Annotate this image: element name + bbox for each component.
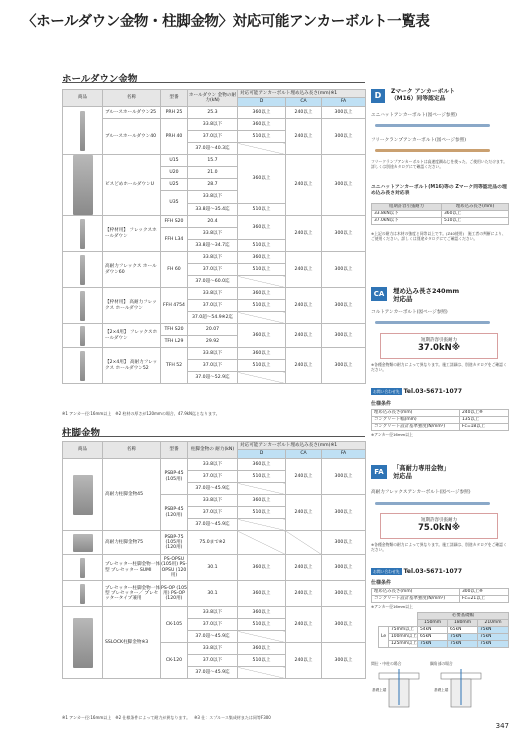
cell-fa: 300以上 [322,216,366,252]
cell-fa: 300以上 [322,348,366,384]
fa-spec2b: Fc=21以上 [460,596,509,603]
force: 33.8以下 [188,348,238,360]
cell-empty [238,531,286,555]
fa-spec1a: 埋め込み長さ(mm) [372,589,460,596]
force: 33.8以下 [188,228,238,240]
fa-spec-note: ※アンカー径16mm以上 [371,604,413,609]
cell-ca: 240以上 [286,107,322,119]
cell-fa: 300以上 [322,119,366,155]
page-number: 347 [495,722,509,730]
product-name: 高耐力フレックス ホールダウン60 [103,252,161,288]
fa-cap-label: 短期許容引張耐力 [421,518,457,523]
cell-fa: 300以上 [322,555,366,581]
cell-empty [238,312,286,324]
ca-contact-label: お問い合わせ先 [373,389,400,394]
d-item-1: ユニハットアンカーボルト(図ページ参照) [371,113,457,118]
product-name: SSLOCK柱脚金物※3 [103,607,161,679]
cell-ca: 240以上 [286,555,322,581]
model: U15 [161,155,188,167]
force: 37.0以下 [188,471,238,483]
cell-d: 510以上 [238,204,286,216]
force: 37.0超～60.0迄 [188,276,238,288]
cell-d: 510以上 [238,471,286,483]
cell-ca: 240以上 [286,607,322,643]
force: 37.0以下 [188,507,238,519]
badge-ca: CA [371,287,387,301]
cell-ca: 240以上 [286,459,322,495]
model: FH 60 [161,252,188,288]
fa-cell: 65kN [418,634,448,641]
fa-diag-b: 基礎上端 [434,688,449,692]
product-name: ビスどめホールダウンU [103,155,161,216]
force: 33.8以下 [188,643,238,655]
force: 33.8以下 [188,495,238,507]
product-image [63,324,103,348]
model: PS-OP (105用) PS-OP (120用) [161,581,188,607]
model: FFH L34 [161,228,188,252]
fa-contact [371,568,462,575]
cell-d: 510以上 [238,240,286,252]
fa-spec2a: コンクリート設計基準強度(N/mm²) [372,596,460,603]
cell-d: 360以上 [238,288,286,300]
force: 37.0以下 [188,264,238,276]
product-name: 【枠材用】 高耐力フレックス ホールダウン [103,288,161,324]
d-title-1: Zマーク アンカーボルト [391,89,455,95]
anchor-bolt-icon [375,149,490,152]
force: 37.0超～40.3迄 [188,143,238,155]
cell-d: 360以上 [238,555,286,581]
cell-fa: 300以上 [322,643,366,679]
cell-fa: 300以上 [322,288,366,324]
force: 33.8以下 [188,288,238,300]
fa-spec-table [371,588,509,603]
force: 37.0以下 [188,360,238,372]
cell-d: 510以上 [238,655,286,667]
cell-d: 360以上 [238,216,286,240]
force: 33.8以下 [188,191,238,204]
fa-title-1: 「高耐力専用金物」 [393,465,450,472]
force: 37.0超～45.9迄 [188,631,238,643]
d-r2a: 37.0kN以下 [372,218,442,225]
header-model: 型番 [161,442,188,459]
model: PRH 25 [161,107,188,119]
cell-empty [286,531,322,555]
ca-notes: ※各種金物類の耐力によって異なります。施工詳細は、別途カタログをご確認ください。 [371,362,507,372]
force: 37.0以下 [188,131,238,143]
cell-fa: 300以上 [322,107,366,119]
force: 37.0以下 [188,655,238,667]
cell-empty [238,276,286,288]
holddown-footnote: ※1 アンカー径:16mm以上 ※2 柱材の厚さが120mmの場合、47.9kN迄となります。 [62,411,220,416]
fa-tbl-title: 必要基礎幅 [418,613,509,620]
d-desc: フリークランプアンカーボルトは高速度鋼ねじを使った、ご使用いただけます。詳しくは別途カタログにて確認ください。 [371,159,508,169]
header-d: D [238,98,286,107]
cell-ca: 240以上 [286,581,322,607]
cell-d: 510以上 [238,507,286,519]
page-title: 〈ホールダウン金物・柱脚金物〉対応可能アンカーボルト一覧表 [22,14,430,30]
anchor-bolt-icon [375,502,490,505]
header-d: D [238,450,286,459]
cell-ca: 240以上 [286,155,322,216]
product-image [63,107,103,155]
d-r1a: 33.8kN以下 [372,211,442,218]
cell-fa: 300以上 [322,581,366,607]
force: 20.4 [188,216,238,228]
cell-fa: 300以上 [322,495,366,531]
fa-phone[interactable]: Tel.03-5671-1077 [403,568,463,575]
holddown-table [62,89,366,384]
cell-d: 360以上 [238,324,286,348]
d-th-1: 短期許容引張耐力 [372,204,442,211]
cell-fa: 300以上 [322,155,366,216]
product-name: 【2×4用】 高耐力フレックス ホールダウン52 [103,348,161,384]
header-force: 柱脚金物の 耐力(kN) [188,442,238,459]
header-anchor-group: 対応可能アンカーボルト埋め込み長さ(mm)※1 [238,442,366,450]
cell-ca: 240以上 [286,119,322,155]
product-image [63,555,103,581]
d-sub-title: ユニハットアンカーボルト(M16)等の Zマーク同等認定品の埋め込み長さ対応表 [371,185,507,196]
cell-d: 360以上 [238,495,286,507]
force: 37.0超～45.9迄 [188,667,238,679]
cell-ca: 240以上 [286,288,322,324]
product-image [63,288,103,324]
force: 25.3 [188,107,238,119]
cell-d: 360以上 [238,252,286,264]
fa-notes: ※各種金物類の耐力によって異なります。施工詳細は、別途カタログをご確認ください。 [371,542,507,552]
fa-col-1: 150mm [418,620,448,627]
header-name: 名称 [103,442,161,459]
fa-capacity-box [380,513,498,539]
fa-cell: 54kN [418,627,448,634]
product-image [63,607,103,679]
fa-cell: 65kN [448,627,478,634]
ca-capacity-box [380,333,498,359]
model: PSBP-75 (105用) (120用) [161,531,188,555]
fa-cell: 75kN [478,641,509,648]
side-panel-d [371,89,508,103]
model: CK-105 [161,607,188,643]
ca-phone[interactable]: Tel.03-5671-1077 [403,388,463,395]
fa-spec1b: 300以上※ [460,589,509,596]
section-title-holddown: ホールダウン金物 [62,74,138,85]
force: 75.0まで※2 [188,531,238,555]
fa-cell: 75kN [448,641,478,648]
fa-diagram-label-1: 間仕・中柱の場合 [371,661,402,666]
d-capacity-table [371,203,509,225]
cell-d: 510以上 [238,360,286,372]
model: U20 [161,167,188,179]
fa-cell: 75kN [448,634,478,641]
header-anchor-group: 対応可能アンカーボルト埋め込み長さ(mm)※1 [238,90,366,98]
cell-empty [238,372,286,384]
force: 33.8以下 [188,607,238,619]
fa-width-table [378,612,509,648]
product-image [63,348,103,384]
cell-d: 360以上 [238,581,286,607]
ca-spec2b: 135以上 [460,417,509,424]
fa-title-2: 対応品 [393,472,412,480]
header-product: 商品 [63,90,103,107]
cell-ca: 240以上 [286,495,322,531]
force: 37.0超～45.9迄 [188,519,238,531]
cell-empty [238,143,286,155]
model: FFH S20 [161,216,188,228]
cell-fa: 300以上 [322,607,366,643]
cell-empty [238,667,286,679]
force: 33.8超～35.4迄 [188,204,238,216]
cell-empty [238,483,286,495]
fa-diagram-label-2: 隅角部の場合 [430,661,453,666]
product-image [63,581,103,607]
cell-d: 360以上 [238,607,286,619]
force: 15.7 [188,155,238,167]
ca-contact [371,388,462,395]
section-title-column-base: 柱脚金物 [62,428,101,439]
force: 21.0 [188,167,238,179]
model: U35 [161,191,188,216]
anchor-bolt-icon [375,124,490,127]
model: PSBP-45 (120用) [161,495,188,531]
product-image [63,531,103,555]
ca-cap-value: 37.0kN※ [417,343,460,353]
product-name: プレセッター柱脚金物一体型 プレセッター SUMI [103,555,161,581]
cell-d: 510以上 [238,619,286,631]
side-panel-fa [371,465,508,481]
header-fa: FA [322,450,366,459]
product-name: ブルースホールダウン40 [103,119,161,155]
force: 33.8超～34.7迄 [188,240,238,252]
fa-col-3: 210mm [478,620,509,627]
fa-contact-label: お問い合わせ先 [373,569,400,574]
product-image [63,155,103,216]
cell-fa: 300以上 [322,252,366,288]
d-r2b: 510以上 [442,218,509,225]
ca-spec1a: 埋め込み長さ(mm) [372,410,460,417]
fa-item: 高耐力フレックスアンカーボルト(図ページ参照) [371,490,471,495]
fa-diag-a: 基礎上端 [372,688,387,692]
force: 33.8以下 [188,119,238,131]
cell-ca: 240以上 [286,216,322,252]
ca-item: コルトアンカーボルト(図ページ参照) [371,310,448,315]
ca-spec-note: ※アンカー径16mm以上 [371,432,413,437]
anchor-bolt-icon [375,321,490,324]
cell-empty [238,519,286,531]
d-th-2: 埋め込み長さ(mm) [442,204,509,211]
force: 33.8以下 [188,252,238,264]
side-panel-ca [371,287,508,303]
ca-title-2: 対応品 [393,295,413,304]
d-notes: ※上記の耐力は木材の強度と同等以上です。(Z40使用) 施工者の判断により、ご使用ください。詳しくは別途カタログにてご確認ください。 [371,231,506,241]
product-name: ブルースホールダウン25 [103,107,161,119]
force: 33.8以下 [188,459,238,471]
model: CK-120 [161,643,188,679]
fa-cap-value: 75.0kN※ [417,523,460,533]
model: TFH S20 [161,324,188,336]
ca-cap-label: 短期許容引張耐力 [421,338,457,343]
header-ca: CA [286,98,322,107]
ca-spec3a: コンクリート設計基準強度(N/mm²) [372,424,460,431]
cell-d: 360以上 [238,155,286,204]
ca-spec1b: 240以上※ [460,410,509,417]
cell-fa: 300以上 [322,459,366,495]
cell-d: 360以上 [238,643,286,655]
d-item-2: フリークランプアンカーボルト(図ページ参照) [371,138,467,143]
ca-spec-title: 仕様条件 [371,401,392,407]
header-force: ホールダウン 金物の耐力(kN) [188,90,238,107]
fa-cell: 75kN [418,641,448,648]
cell-d: 360以上 [238,119,286,131]
cell-fa: 300以上 [322,531,366,555]
cell-empty [238,631,286,643]
force: 37.0以下 [188,300,238,312]
force: 20.07 [188,324,238,336]
model: PS-OPSU (105用) PS-OPSU (120用) [161,555,188,581]
product-image [63,216,103,252]
model: PRH 40 [161,119,188,155]
fa-row-label: 125mm以上 [389,641,418,648]
header-name: 名称 [103,90,161,107]
ca-spec3b: Fc=18以上 [460,424,509,431]
d-r1b: 360以上 [442,211,509,218]
header-fa: FA [322,98,366,107]
product-name: 高耐力柱脚金物75 [103,531,161,555]
model: FFH 4754 [161,288,188,324]
column-base-table [62,441,366,679]
cell-ca: 240以上 [286,643,322,679]
fa-cell: 75kN [478,634,509,641]
model: U25 [161,179,188,191]
cell-ca: 240以上 [286,324,322,348]
header-product: 商品 [63,442,103,459]
product-name: プレセッター柱脚金物一体型 プレセッター／ プレセッタータイプ兼用 [103,581,161,607]
product-name: 高耐力柱脚金物45 [103,459,161,531]
badge-d: D [371,89,385,103]
fa-spec-title: 仕様条件 [371,580,392,586]
product-name: 【枠材用】 フレックスホールダウン [103,216,161,252]
cell-d: 360以上 [238,459,286,471]
fa-col-2: 180mm [448,620,478,627]
ca-spec-table [371,409,509,431]
column-base-footnote: ※1 アンカー径:16mm以上 ※2 仕様条件によって耐力が異なります。 ※3 仕：スプルース集成材または同等F300 [62,715,271,720]
fa-cell: 75kN [478,627,509,634]
product-image [63,252,103,288]
model: TFH L29 [161,336,188,348]
fa-row-label: 75mm以上 [389,627,418,634]
cell-fa: 300以上 [322,324,366,348]
cell-d: 510以上 [238,131,286,143]
force: 37.0超～52.9迄 [188,372,238,384]
force: 37.0以下 [188,619,238,631]
cell-d: 360以上 [238,348,286,360]
header-ca: CA [286,450,322,459]
section-rule [62,82,365,83]
ca-spec2a: コンクリート幅(mm) [372,417,460,424]
product-name: 【2×4用】 フレックスホールダウン [103,324,161,348]
section-rule [62,436,365,437]
d-title-2: （M16）同等認定品 [391,96,446,103]
cell-ca: 240以上 [286,348,322,384]
model: PSBP-45 (105用) [161,459,188,495]
force: 37.0超～45.9迄 [188,483,238,495]
cell-d: 510以上 [238,300,286,312]
force: 30.1 [188,581,238,607]
cell-d: 510以上 [238,264,286,276]
force: 30.1 [188,555,238,581]
force: 29.92 [188,336,238,348]
cell-d: 360以上 [238,107,286,119]
fa-le-label: Le [379,627,389,648]
model: TFH 52 [161,348,188,384]
force: 28.7 [188,179,238,191]
fa-row-label: 100mm以上 [389,634,418,641]
force: 37.0超～54.9※2迄 [188,312,238,324]
header-model: 型番 [161,90,188,107]
badge-fa: FA [371,465,387,479]
product-image [63,459,103,531]
ca-title-1: 埋め込み長さ240mm [393,287,460,295]
cell-ca: 240以上 [286,252,322,288]
